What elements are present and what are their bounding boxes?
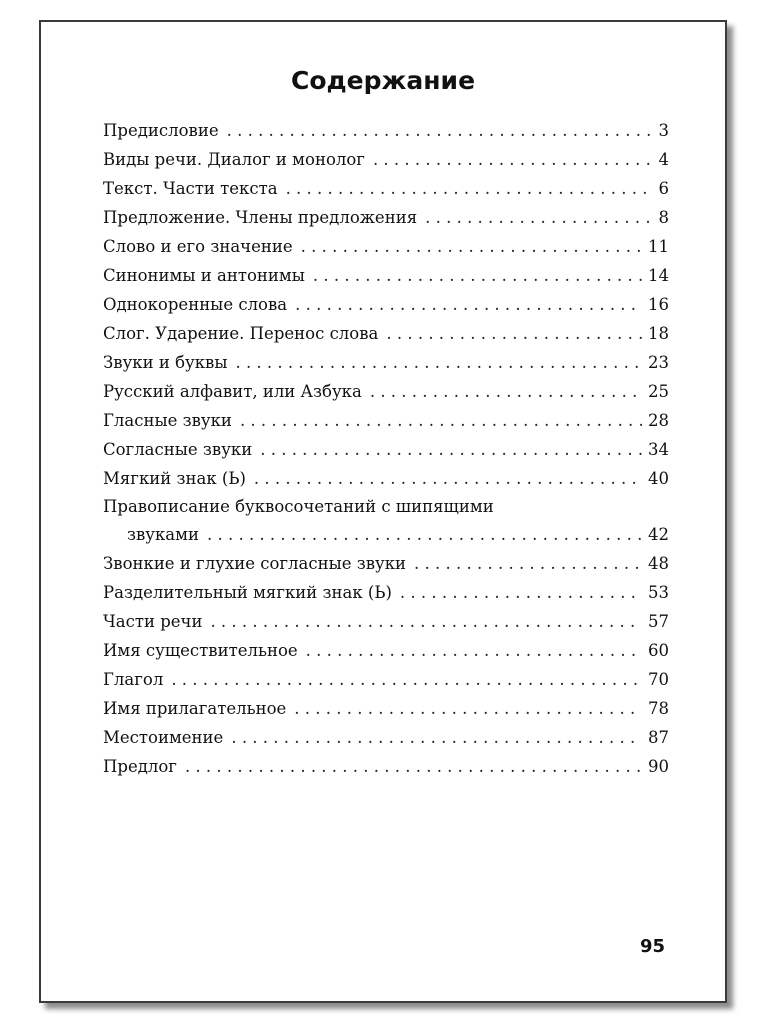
toc-entry	[103, 607, 669, 636]
dot-leader	[306, 636, 642, 665]
toc-entry-label: Имя прилагательное	[103, 699, 287, 718]
toc-entry-label: Глагол	[103, 670, 164, 689]
toc-entry	[103, 578, 669, 607]
toc-entry-label: Слово и его значение	[103, 237, 293, 256]
toc-entry	[103, 435, 669, 464]
toc-entry-label: Виды речи. Диалог и монолог	[103, 150, 365, 169]
toc-entry-label: Правописание буквосочетаний с шипящими	[103, 497, 494, 516]
dot-leader	[313, 261, 642, 290]
toc-entry	[103, 116, 669, 145]
toc-entry-label-cont: звуками	[127, 525, 199, 544]
toc-entry-label: Однокоренные слова	[103, 295, 288, 314]
toc-entry-page: 16	[648, 295, 669, 314]
toc-entry-page: 78	[648, 699, 669, 718]
toc-entry	[103, 377, 669, 406]
dot-leader	[295, 290, 642, 319]
dot-leader	[373, 145, 653, 174]
toc-entry-page: 6	[658, 179, 669, 198]
toc-entry-label: Звонкие и глухие согласные звуки	[103, 554, 407, 573]
toc-entry-page: 25	[648, 382, 669, 401]
dot-leader	[227, 116, 653, 145]
toc-entry-page: 53	[648, 583, 669, 602]
toc-entry-continuation	[103, 520, 669, 549]
toc-entry	[103, 203, 669, 232]
toc-entry-page: 28	[648, 411, 669, 430]
dot-leader	[370, 377, 642, 406]
toc-entry-page: 48	[648, 554, 669, 573]
toc-entry-label: Слог. Ударение. Перенос слова	[103, 324, 379, 343]
toc-entry-page: 4	[658, 150, 669, 169]
toc-entry-page: 87	[648, 728, 669, 747]
toc-entry-label: Звуки и буквы	[103, 353, 228, 372]
toc-entry-page: 34	[648, 440, 669, 459]
toc-entry	[103, 232, 669, 261]
toc-entry-label: Текст. Части текста	[103, 179, 278, 198]
page-title: Содержание	[290, 66, 476, 95]
toc-entry	[103, 549, 669, 578]
toc-entry-page: 14	[648, 266, 669, 285]
toc-entry-label: Предложение. Члены предложения	[103, 208, 418, 227]
dot-leader	[386, 319, 642, 348]
dot-leader	[231, 723, 642, 752]
dot-leader	[185, 752, 642, 781]
toc-entry-label: Разделительный мягкий знак (Ь)	[103, 583, 392, 602]
toc-entry-page: 60	[648, 641, 669, 660]
toc-entry	[103, 723, 669, 752]
toc-entry-label: Мягкий знак (Ь)	[103, 469, 246, 488]
toc-entry-wrapped	[103, 493, 669, 520]
toc-entry	[103, 145, 669, 174]
toc-entry	[103, 694, 669, 723]
dot-leader	[171, 665, 642, 694]
dot-leader	[425, 203, 652, 232]
toc-entry	[103, 174, 669, 203]
table-of-contents	[103, 116, 669, 781]
dot-leader	[260, 435, 642, 464]
toc-entry-label: Гласные звуки	[103, 411, 232, 430]
dot-leader	[210, 607, 642, 636]
dot-leader	[294, 694, 642, 723]
toc-entry-page: 8	[658, 208, 669, 227]
dot-leader	[400, 578, 642, 607]
toc-entry-label: Синонимы и антонимы	[103, 266, 305, 285]
page-number: 95	[639, 936, 665, 957]
toc-entry-label: Части речи	[103, 612, 203, 631]
toc-entry	[103, 406, 669, 435]
toc-entry-label: Предлог	[103, 757, 177, 776]
toc-entry	[103, 464, 669, 493]
toc-entry	[103, 665, 669, 694]
toc-entry-label: Предисловие	[103, 121, 219, 140]
toc-entry-page: 70	[648, 670, 669, 689]
toc-entry-page: 23	[648, 353, 669, 372]
toc-entry	[103, 752, 669, 781]
dot-leader	[414, 549, 642, 578]
toc-entry-label: Русский алфавит, или Азбука	[103, 382, 362, 401]
toc-entry	[103, 636, 669, 665]
toc-entry-page: 90	[648, 757, 669, 776]
toc-entry-page: 3	[658, 121, 669, 140]
dot-leader	[286, 174, 653, 203]
toc-entry	[103, 319, 669, 348]
book-page	[39, 20, 727, 1003]
toc-entry-label: Имя существительное	[103, 641, 298, 660]
dot-leader	[240, 406, 642, 435]
dot-leader	[207, 520, 642, 549]
toc-entry-label: Местоимение	[103, 728, 224, 747]
toc-entry	[103, 348, 669, 377]
toc-entry-page: 11	[648, 237, 669, 256]
toc-entry-page: 42	[648, 525, 669, 544]
toc-entry-page: 40	[648, 469, 669, 488]
dot-leader	[301, 232, 642, 261]
dot-leader	[254, 464, 642, 493]
toc-entry	[103, 261, 669, 290]
toc-entry	[103, 290, 669, 319]
dot-leader	[235, 348, 642, 377]
toc-entry-page: 18	[648, 324, 669, 343]
toc-entry-page: 57	[648, 612, 669, 631]
toc-entry-label: Согласные звуки	[103, 440, 253, 459]
